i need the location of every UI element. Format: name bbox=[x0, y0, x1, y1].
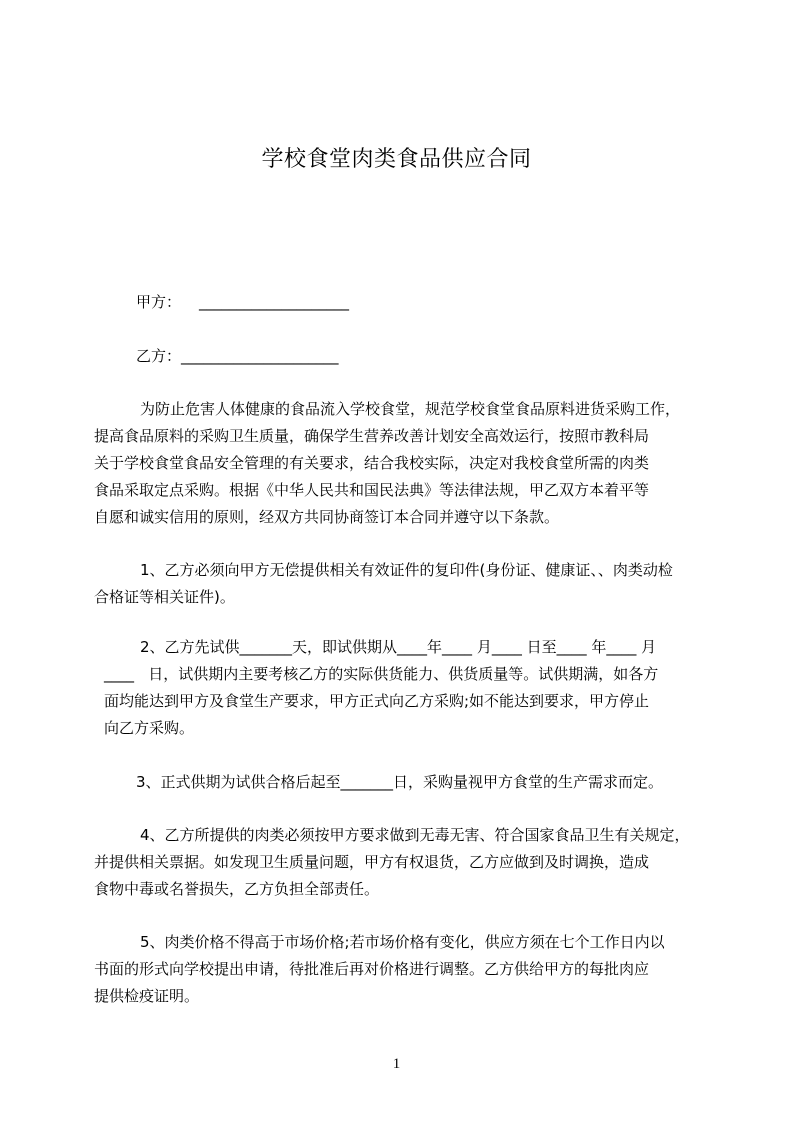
preamble-line-1: 为防止危害人体健康的食品流入学校食堂，规范学校食堂食品原料进货采购工作， bbox=[140, 400, 681, 418]
clause-1-line-2: 合格证等相关证件)。 bbox=[94, 588, 235, 606]
party-b-label: 乙方： bbox=[136, 347, 182, 365]
clause-1-line-1: 1、乙方必须向甲方无偿提供相关有效证件的复印件(身份证、健康证、、肉类动检 bbox=[140, 561, 673, 579]
clause-4-line-1: 4、乙方所提供的肉类必须按甲方要求做到无毒无害、符合国家食品卫生有关规定， bbox=[140, 826, 690, 844]
clause-5-line-1: 5、肉类价格不得高于市场价格;若市场价格有变化，供应方须在七个工作日内以 bbox=[140, 933, 665, 951]
preamble-line-3: 关于学校食堂食品安全管理的有关要求，结合我校实际，决定对我校食堂所需的肉类 bbox=[94, 454, 650, 472]
clause-2-line-2: ____ 日，试供期内主要考核乙方的实际供货能力、供货质量等。试供期满，如各方 bbox=[104, 665, 659, 683]
clause-4-line-3: 食物中毒或名誉损失，乙方负担全部责任。 bbox=[94, 880, 380, 898]
party-a-blank: ____________________ bbox=[199, 293, 350, 311]
preamble-line-5: 自愿和诚实信用的原则，经双方共同协商签订本合同并遵守以下条款。 bbox=[94, 508, 560, 526]
document-title: 学校食堂肉类食品供应合同 bbox=[261, 147, 532, 172]
party-a-line bbox=[136, 292, 349, 312]
page-number: 1 bbox=[392, 1056, 401, 1072]
preamble-line-4: 食品采取定点采购。根据《中华人民共和国民法典》等法律法规，甲乙双方本着平等 bbox=[94, 481, 650, 499]
party-b-line bbox=[136, 346, 339, 366]
clause-5-line-3: 提供检疫证明。 bbox=[94, 987, 200, 1005]
clause-5-line-2: 书面的形式向学校提出申请，待批准后再对价格进行调整。乙方供给甲方的每批肉应 bbox=[94, 960, 650, 978]
clause-4-line-2: 并提供相关票据。如发现卫生质量问题，甲方有权退货，乙方应做到及时调换，造成 bbox=[94, 853, 650, 871]
clause-2-line-3: 面均能达到甲方及食堂生产要求，甲方正式向乙方采购;如不能达到要求，甲方停止 bbox=[104, 692, 650, 710]
clause-2-line-1: 2、乙方先试供_______天，即试供期从____年____ 月____ 日至____ 年____ 月 bbox=[140, 638, 657, 656]
party-a-label: 甲方： bbox=[136, 293, 182, 311]
clause-2-line-4: 向乙方采购。 bbox=[104, 719, 195, 737]
preamble-line-2: 提高食品原料的采购卫生质量，确保学生营养改善计划安全高效运行，按照市教科局 bbox=[94, 427, 650, 445]
party-b-blank: _____________________ bbox=[181, 347, 339, 365]
clause-3-line-1: 3、正式供期为试供合格后起至_______日，采购量视甲方食堂的生产需求而定。 bbox=[136, 773, 664, 791]
